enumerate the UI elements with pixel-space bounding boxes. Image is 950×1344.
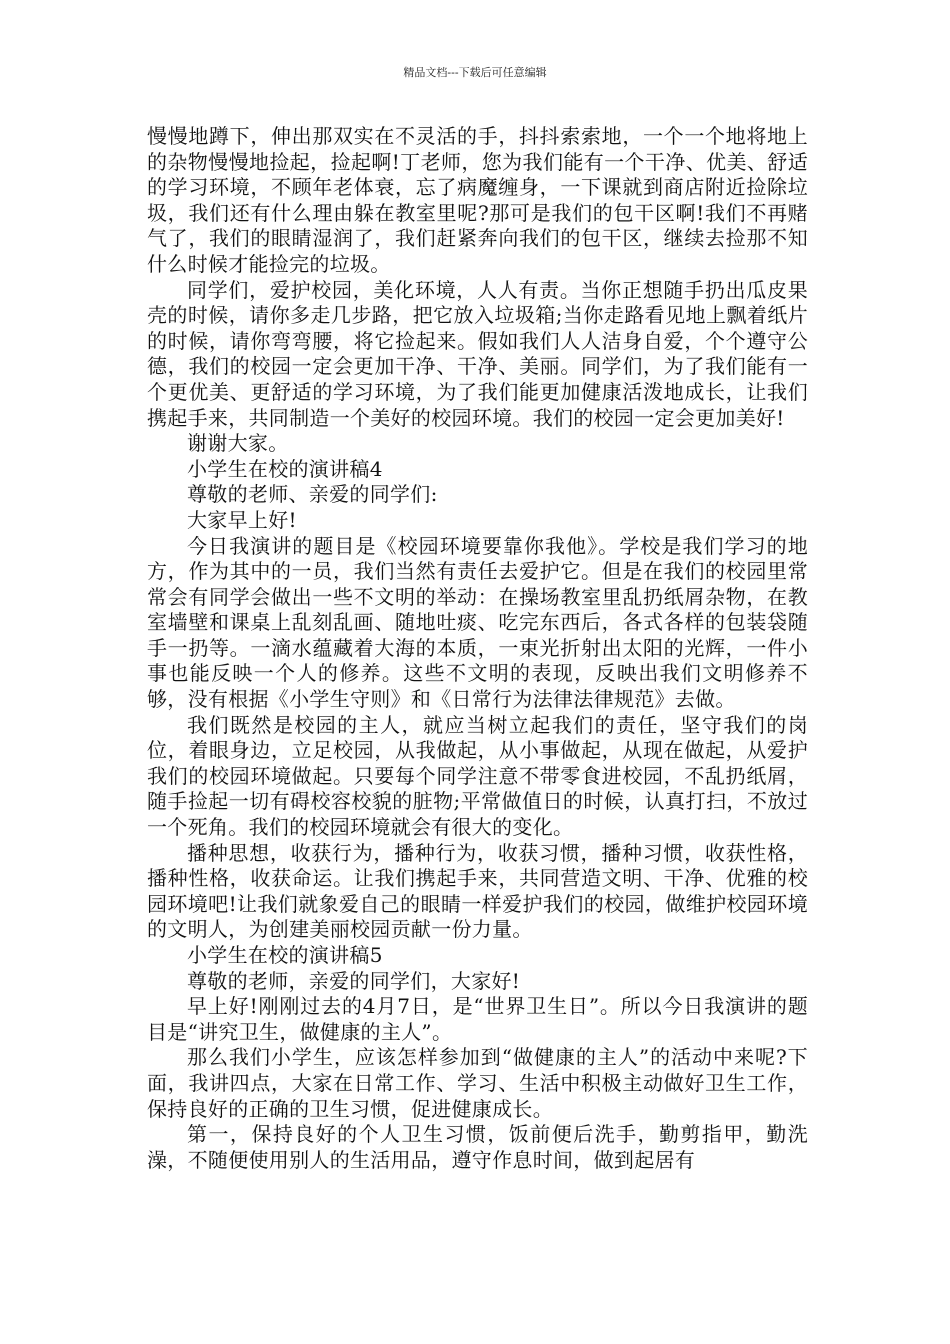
paragraph: 谢谢大家。: [187, 431, 289, 456]
paragraph: 同学们，爱护校园，美化环境，人人有责。当你正想随手扔出瓜皮果壳的时候，请你多走几步路，把它放入垃圾箱;当你走路看见地上飘着纸片的时候，请你弯弯腰，将它捡起来。假如我们人人洁身自爱，个个遵守公德，我们的校园一定会更加干净、干净、美丽。同学们，为了我们能有一个更优美、更舒适的学习环境，为了我们能更加健康活泼地成长，让我们携起手来，共同制造一个美好的校园环境。我们的校园一定会更加美好!: [147, 277, 808, 430]
document-body: [147, 124, 808, 1173]
salutation: 尊敬的老师，亲爱的同学们，大家好!: [187, 968, 521, 993]
section-title: 小学生在校的演讲稿5: [187, 943, 383, 967]
paragraph: 第一，保持良好的个人卫生习惯，饭前便后洗手，勤剪指甲，勤洗澡，不随便使用别人的生活用品，遵守作息时间，做到起居有: [147, 1122, 808, 1172]
greeting: 大家早上好!: [187, 507, 297, 532]
paragraph: 我们既然是校园的主人，就应当树立起我们的责任，坚守我们的岗位，着眼身边，立足校园，从我做起，从小事做起，从现在做起，从爱护我们的校园环境做起。只要每个同学注意不带零食进校园，不乱扔纸屑，随手捡起一切有碍校容校貌的脏物;平常做值日的时候，认真打扫，不放过一个死角。我们的校园环境就会有很大的变化。: [147, 712, 808, 840]
salutation: 尊敬的老师、亲爱的同学们:: [187, 482, 438, 507]
page-header: 精品文档---下载后可任意编辑: [403, 66, 547, 79]
paragraph: 早上好!刚刚过去的4月7日，是“世界卫生日”。所以今日我演讲的题目是“讲究卫生，做健康的主人”。: [147, 994, 808, 1044]
paragraph: 慢慢地蹲下，伸出那双实在不灵活的手，抖抖索索地，一个一个地将地上的杂物慢慢地捡起，捡起啊!丁老师，您为我们能有一个干净、优美、舒适的学习环境，不顾年老体衰，忘了病魔缠身，一下课就到商店附近捡除垃圾，我们还有什么理由躲在教室里呢?那可是我们的包干区啊!我们不再赌气了，我们的眼睛湿润了，我们赶紧奔向我们的包干区，继续去捡那不知什么时候才能捡完的垃圾。: [147, 124, 808, 276]
paragraph: 今日我演讲的题目是《校园环境要靠你我他》。学校是我们学习的地方，作为其中的一员，我们当然有责任去爱护它。但是在我们的校园里常常会有同学会做出一些不文明的举动：在操场教室里乱扔纸屑杂物，在教室墙壁和课桌上乱刻乱画、随地吐痰、吃完东西后，各式各样的包装袋随手一扔等。一滴水蕴藏着大海的本质，一束光折射出太阳的光辉，一件小事也能反映一个人的修养。这些不文明的表现，反映出我们文明修养不够，没有根据《小学生守则》和《日常行为法律法律规范》去做。: [147, 533, 808, 712]
section-title: 小学生在校的演讲稿4: [187, 456, 383, 481]
paragraph: 播种思想，收获行为，播种行为，收获习惯，播种习惯，收获性格，播种性格，收获命运。让我们携起手来，共同营造文明、干净、优雅的校园环境吧!让我们就象爱自己的眼睛一样爱护我们的校园，做维护校园环境的文明人，为创建美丽校园贡献一份力量。: [147, 840, 808, 942]
paragraph: 那么我们小学生，应该怎样参加到“做健康的主人”的活动中来呢?下面，我讲四点，大家在日常工作、学习、生活中积极主动做好卫生工作，保持良好的正确的卫生习惯，促进健康成长。: [147, 1045, 808, 1121]
